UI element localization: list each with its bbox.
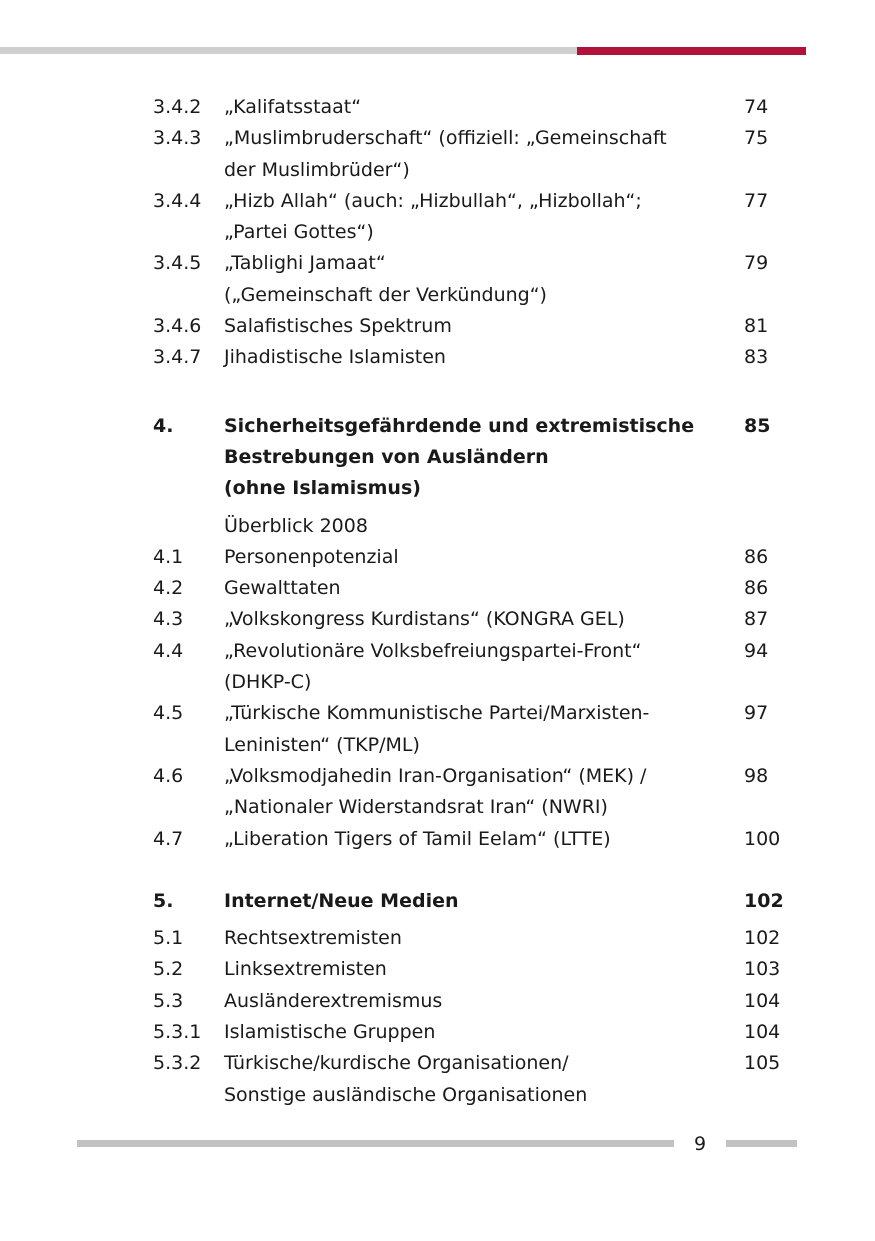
toc-entry-page: 86 (744, 545, 769, 568)
toc-entry[interactable] (0, 636, 875, 667)
toc-entry-title: „Türkische Kommunistische Partei/Marxisten- (224, 702, 650, 725)
toc-chapter-number: 5. (153, 889, 174, 912)
toc-entry[interactable] (0, 123, 875, 154)
toc-entry-page: 75 (744, 127, 769, 150)
toc-entry[interactable] (0, 824, 875, 855)
toc-entry-number: 4.1 (153, 545, 184, 568)
toc-entry-continuation (0, 1080, 875, 1111)
toc-entry-page: 81 (744, 315, 769, 338)
toc-entry[interactable] (0, 954, 875, 985)
header-rule-accent (577, 47, 806, 55)
toc-entry-number: 5.3.2 (153, 1052, 202, 1075)
toc-entry-continuation (0, 280, 875, 311)
toc-entry-page: 74 (744, 96, 769, 118)
toc-entry-page: 87 (744, 608, 769, 631)
toc-entry-number: 5.3 (153, 989, 184, 1012)
toc-entry-number: 4.3 (153, 608, 184, 631)
toc-entry[interactable] (0, 342, 875, 373)
toc-entry-title: Ausländerextremismus (224, 989, 443, 1012)
toc-entry[interactable] (0, 604, 875, 635)
toc-chapter-page: 85 (744, 414, 771, 437)
toc-entry-title: Gewalttaten (224, 577, 341, 600)
toc-entry-number: 5.3.1 (153, 1021, 202, 1044)
toc-entry-continuation (0, 155, 875, 186)
toc-entry-title: Personenpotenzial (224, 545, 399, 568)
toc-entry[interactable] (0, 92, 875, 123)
toc-chapter-heading[interactable] (0, 886, 875, 917)
toc-entry-page: 97 (744, 702, 769, 725)
toc-entry-page: 100 (744, 827, 781, 850)
toc-chapter-page: 102 (744, 889, 784, 912)
toc-entry[interactable] (0, 186, 875, 217)
toc-entry-title: Türkische/kurdische Organisationen/ (224, 1052, 569, 1075)
toc-entry-title: „Volksmodjahedin Iran-Organisation“ (MEK) / (224, 764, 647, 787)
toc-entry-title: „Kalifatsstaat“ (224, 96, 362, 118)
toc-entry-page: 105 (744, 1052, 781, 1075)
toc-entry[interactable] (0, 1048, 875, 1079)
toc-entry-page: 104 (744, 1021, 781, 1044)
toc-entry[interactable] (0, 986, 875, 1017)
toc-entry[interactable] (0, 923, 875, 954)
toc-entry-page: 79 (744, 252, 769, 275)
toc-entry[interactable] (0, 761, 875, 792)
toc-entry-page: 94 (744, 639, 769, 662)
toc-entry-overview[interactable] (0, 511, 875, 542)
toc-entry-number: 3.4.2 (153, 96, 202, 118)
toc-chapter-title: Sicherheitsgefährdende und extremistische (224, 414, 695, 437)
footer-rule-right (726, 1140, 797, 1147)
toc-entry-page: 98 (744, 764, 769, 787)
toc-entry-continuation (0, 217, 875, 248)
toc-chapter-continuation (0, 442, 875, 473)
toc-entry-page: 77 (744, 189, 769, 212)
toc-entry-title: „Liberation Tigers of Tamil Eelam“ (LTTE) (224, 827, 611, 850)
toc-entry-number: 3.4.5 (153, 252, 202, 275)
toc-entry-title-line: Leninisten“ (TKP/ML) (224, 733, 420, 756)
toc-entry-title-line: der Muslimbrüder“) (224, 158, 410, 181)
toc-entry-number: 4.4 (153, 639, 184, 662)
toc-entry[interactable] (0, 1017, 875, 1048)
toc-chapter-title: Internet/Neue Medien (224, 889, 459, 912)
toc-entry-title-line: „Nationaler Widerstandsrat Iran“ (NWRI) (224, 796, 608, 819)
header-rule-gray (0, 47, 577, 54)
toc-chapter-title-line: Bestrebungen von Ausländern (224, 445, 549, 468)
section-spacer (0, 374, 875, 411)
toc-overview-title: Überblick 2008 (224, 514, 368, 537)
toc-chapter-number: 4. (153, 414, 174, 437)
toc-entry-number: 5.1 (153, 927, 184, 950)
toc-entry-title-line: „Partei Gottes“) (224, 221, 374, 244)
page-number: 9 (693, 1133, 707, 1155)
toc-entry-number: 4.7 (153, 827, 184, 850)
toc-entry[interactable] (0, 698, 875, 729)
toc-entry-continuation (0, 730, 875, 761)
toc-entry-number: 3.4.3 (153, 127, 202, 150)
toc-entry-page: 86 (744, 577, 769, 600)
toc-entry-title: Rechtsextremisten (224, 927, 402, 950)
toc-entry-title: „Volkskongress Kurdistans“ (KONGRA GEL) (224, 608, 625, 631)
footer-rule-left (77, 1140, 674, 1147)
toc-entry-title-line: („Gemeinschaft der Verkündung“) (224, 283, 547, 306)
toc-entry-number: 3.4.4 (153, 189, 202, 212)
toc-chapter-continuation (0, 473, 875, 504)
table-of-contents (0, 92, 875, 1111)
toc-entry-title: Salafistisches Spektrum (224, 315, 452, 338)
toc-entry[interactable] (0, 311, 875, 342)
toc-chapter-title-line: (ohne Islamismus) (224, 477, 421, 500)
toc-entry[interactable] (0, 542, 875, 573)
toc-entry-number: 5.2 (153, 958, 184, 981)
toc-chapter-heading[interactable] (0, 411, 875, 442)
toc-entry-title: „Hizb Allah“ (auch: „Hizbullah“, „Hizbollah“; (224, 189, 642, 212)
toc-entry-page: 83 (744, 346, 769, 369)
toc-entry-page: 104 (744, 989, 781, 1012)
toc-entry-page: 103 (744, 958, 781, 981)
toc-entry-continuation (0, 667, 875, 698)
toc-entry-title: Jihadistische Islamisten (224, 346, 446, 369)
toc-entry-number: 3.4.7 (153, 346, 202, 369)
toc-entry-title-line: Sonstige ausländische Organisationen (224, 1083, 588, 1106)
toc-entry[interactable] (0, 248, 875, 279)
toc-entry-continuation (0, 792, 875, 823)
toc-entry-title: „Revolutionäre Volksbefreiungspartei-Front“ (224, 639, 642, 662)
section-spacer (0, 855, 875, 886)
toc-entry-title: Linksextremisten (224, 958, 387, 981)
toc-entry[interactable] (0, 573, 875, 604)
toc-entry-number: 3.4.6 (153, 315, 202, 338)
toc-entry-title: Islamistische Gruppen (224, 1021, 436, 1044)
toc-entry-number: 4.2 (153, 577, 184, 600)
toc-entry-number: 4.6 (153, 764, 184, 787)
toc-entry-title: „Muslimbruderschaft“ (offiziell: „Gemeinschaft (224, 127, 667, 150)
toc-entry-title: „Tablighi Jamaat“ (224, 252, 386, 275)
toc-entry-title-line: (DHKP-C) (224, 671, 312, 694)
toc-entry-number: 4.5 (153, 702, 184, 725)
toc-entry-page: 102 (744, 927, 781, 950)
